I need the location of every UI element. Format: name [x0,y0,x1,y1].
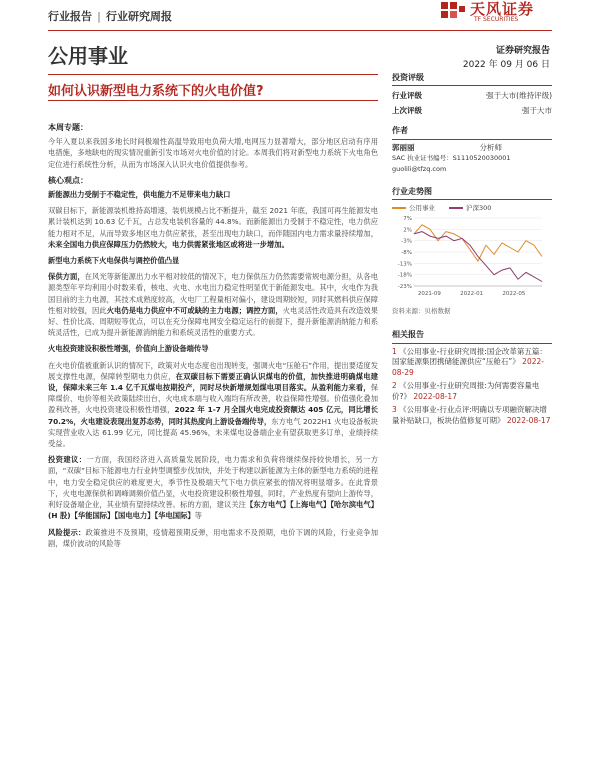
trend-box [392,186,552,315]
tf-logo-icon [440,0,466,24]
x-tick-label: 2021-09 [417,291,441,297]
tag-industry-report: 行业报告 [48,10,92,23]
point1-body: 双碳目标下，新能源装机维持高增速，装机规模占比不断提升，截至 2021 年底，我国可再生能源发电累计装机达到 10.63 亿千瓦，占总发电装机容量的 44.8%。而新能源出力受制于不稳定性，电力供应能力相对不足，从而导致多地区电力供应紧张，甚至出现电力缺口，而伴随国内电力需求量持续增加，未来全国电力供应保障压力仍然较大，电力供需紧张地区或将进一步增加。 [48,206,378,249]
report-title: 如何认识新型电力系统下的火电价值? [48,84,264,99]
tag-separator: | [97,10,102,23]
main-column [48,122,378,554]
report-tags [48,8,172,24]
author-box [392,126,552,174]
author-line [392,143,502,154]
y-tick-label: -3% [401,238,412,245]
x-tick-label: 2022-01 [460,291,484,297]
chart-source: 资料来源：贝格数据 [392,307,451,315]
trend-chart [392,212,552,302]
report-type: 证券研究报告 [495,46,550,56]
point2-body: 保供方面，在风光等新能源出力水平相对较低的情况下，电力保供压力仍然需要常规电源分担，从各电源类型年平均利用小时数来看，核电、火电、水电出力稳定性明显优于新能源发电。其中，火电作为我国目前的主力电源，其技术成熟度较高，火电厂工程量相对偏小，建设周期较短，同时其燃料供应保障性相对较强，因此火电仍是电力供应中不可或缺的主力电源；调控方面，火电灵活性改造具有改造效果好、性价比高、周期短等优点，可以在充分保障电网安全稳定运行的前提下，提升新能源消纳能力和系统灵活性，已成为提升新能源消纳能力和系统灵活性的重要方式。 [48,272,379,338]
related-item[interactable]: 2 《公用事业-行业研究周报:为何需要容量电价?》 2022-08-17 [392,381,540,401]
rating-key: 行业评级 [392,91,422,100]
topic-body: 今年入夏以来我国多地长时间极端性高温导致用电负荷大增,电网压力显著增大，部分地区启动有序用电措施，多地缺电的现实情况重新引发市场对火电价值的讨论。本周我们将对新型电力系统下火电角色定位进行系统性分析，从而为市场深入认识火电价值提供参考。 [48,137,378,169]
title-rule-top [48,74,378,75]
y-tick-label: -18% [397,272,412,279]
rating-box [392,72,552,116]
top-divider [48,30,552,31]
author-name: 郭丽丽 [392,142,415,152]
point3-body: 在火电价值被重新认识的情况下，政策对火电态度也出现转变，强调火电“压舱石”作用，提出要适度发展支撑性电源，保障转型期电力供应，在双碳目标下需要正确认识煤电的价值，加快推进明确煤电建设，保障未来三年 1.4 亿千瓦煤电按期投产，同时尽快新增规划煤电项目落实。从盈利能力来看，保障煤价、电价等相关政策陆续出台，火电成本端与收入端均有所改善，收益保障性增强。价值强化叠加盈利改善，火电投资建设积极性增强，2022 年 1-7 月全国火电完成投资额达 405 亿元，同比增长 70.2%，火电建设表现出复苏态势，同时其热度向上游设备端传导，东方电气 2022H1 火电设备板块实现营业收入达 61.99 亿元，同比提高 45.96%，未来煤电设备端企业有望获取更多订单，业绩持续受益。 [48,360,379,449]
prev-rating-row [392,105,552,116]
trend-heading: 行业走势图 [392,186,552,200]
y-tick-label: -13% [397,261,412,268]
author-heading: 作者 [392,126,552,140]
prev-rating-key: 上次评级 [392,106,422,115]
related-heading: 相关报告 [392,330,552,344]
point1-heading: 新能源出力受制于不稳定性，供电能力不足带来电力缺口 [48,190,231,200]
rating-row [392,90,552,101]
industry-name: 公用事业 [48,44,128,68]
logo-en: TF SECURITIES [474,16,519,23]
brand-logo [440,0,550,28]
chart-legend [392,203,552,212]
series-line-1 [414,232,542,282]
author-role: 分析师 [479,142,502,152]
y-tick-label: 7% [403,216,412,222]
risk-warning: 风险提示：政策推进不及预期，疫情超预期反弹，用电需求不及预期，电价下调的风险，行业竞争加剧，煤价波动的风险等 [48,527,379,548]
y-tick-label: -23% [397,284,412,290]
tag-weekly: 行业研究周报 [106,10,173,23]
rating-heading: 投资评级 [392,72,552,86]
point3-heading: 火电投资建设积极性增强，价值向上游设备端传导 [48,344,209,354]
author-sac: SAC 执业证书编号：S1110520030001 [392,154,511,162]
investment-advice: 投资建议：一方面，我国经济进入高质量发展阶段，电力需求和负荷将继续保持较快增长，另一方面，“双碳”目标下能源电力行业转型调整步伐加快，并处于构建以新能源为主体的新型电力系统的进程中，电力安全稳定供应的难度更大，季节性及极端天气下电力供应紧张的情况将明显增多。在此背景下，火电电源保供和调峰调频价值凸显，火电投资建设积极性增强，同时，产业热度有望向上游传导，利好设备端企业，其业绩有望持续改善。标的方面，建议关注【东方电气】【上海电气】【哈尔滨电气】(H 股)【华能国际】【国电电力】【华电国际】等 [48,455,379,521]
related-item[interactable]: 3 《公用事业-行业点评:明确以专项融资解决增量补贴缺口，板块估值修复可期》 2022-08-17 [392,405,551,425]
report-date: 2022 年 09 月 06 日 [462,60,550,70]
point2-heading: 新型电力系统下火电保供与调控价值凸显 [48,256,180,266]
core-heading: 核心观点： [48,175,88,185]
related-item[interactable]: 1 《公用事业-行业研究周报:国企改革第五篇：国家能源集团携储能源供应“压舱石”》 2022-08-29 [392,346,547,377]
legend-series-0: 公用事业 [392,203,435,212]
y-tick-label: -8% [401,250,412,256]
prev-rating-value: 强于大市 [522,106,552,115]
x-tick-label: 2022-05 [502,291,526,297]
logo-cn: 天风证券 [470,0,535,18]
title-rule-bottom [48,100,378,101]
topic-heading: 本周专题： [48,123,88,132]
related-box [392,330,552,426]
rating-value: 强于大市(维持评级) [486,91,552,100]
y-tick-label: 2% [403,227,412,234]
author-email: guolili@tfzq.com [392,164,447,173]
legend-series-1: 沪深300 [449,203,491,212]
